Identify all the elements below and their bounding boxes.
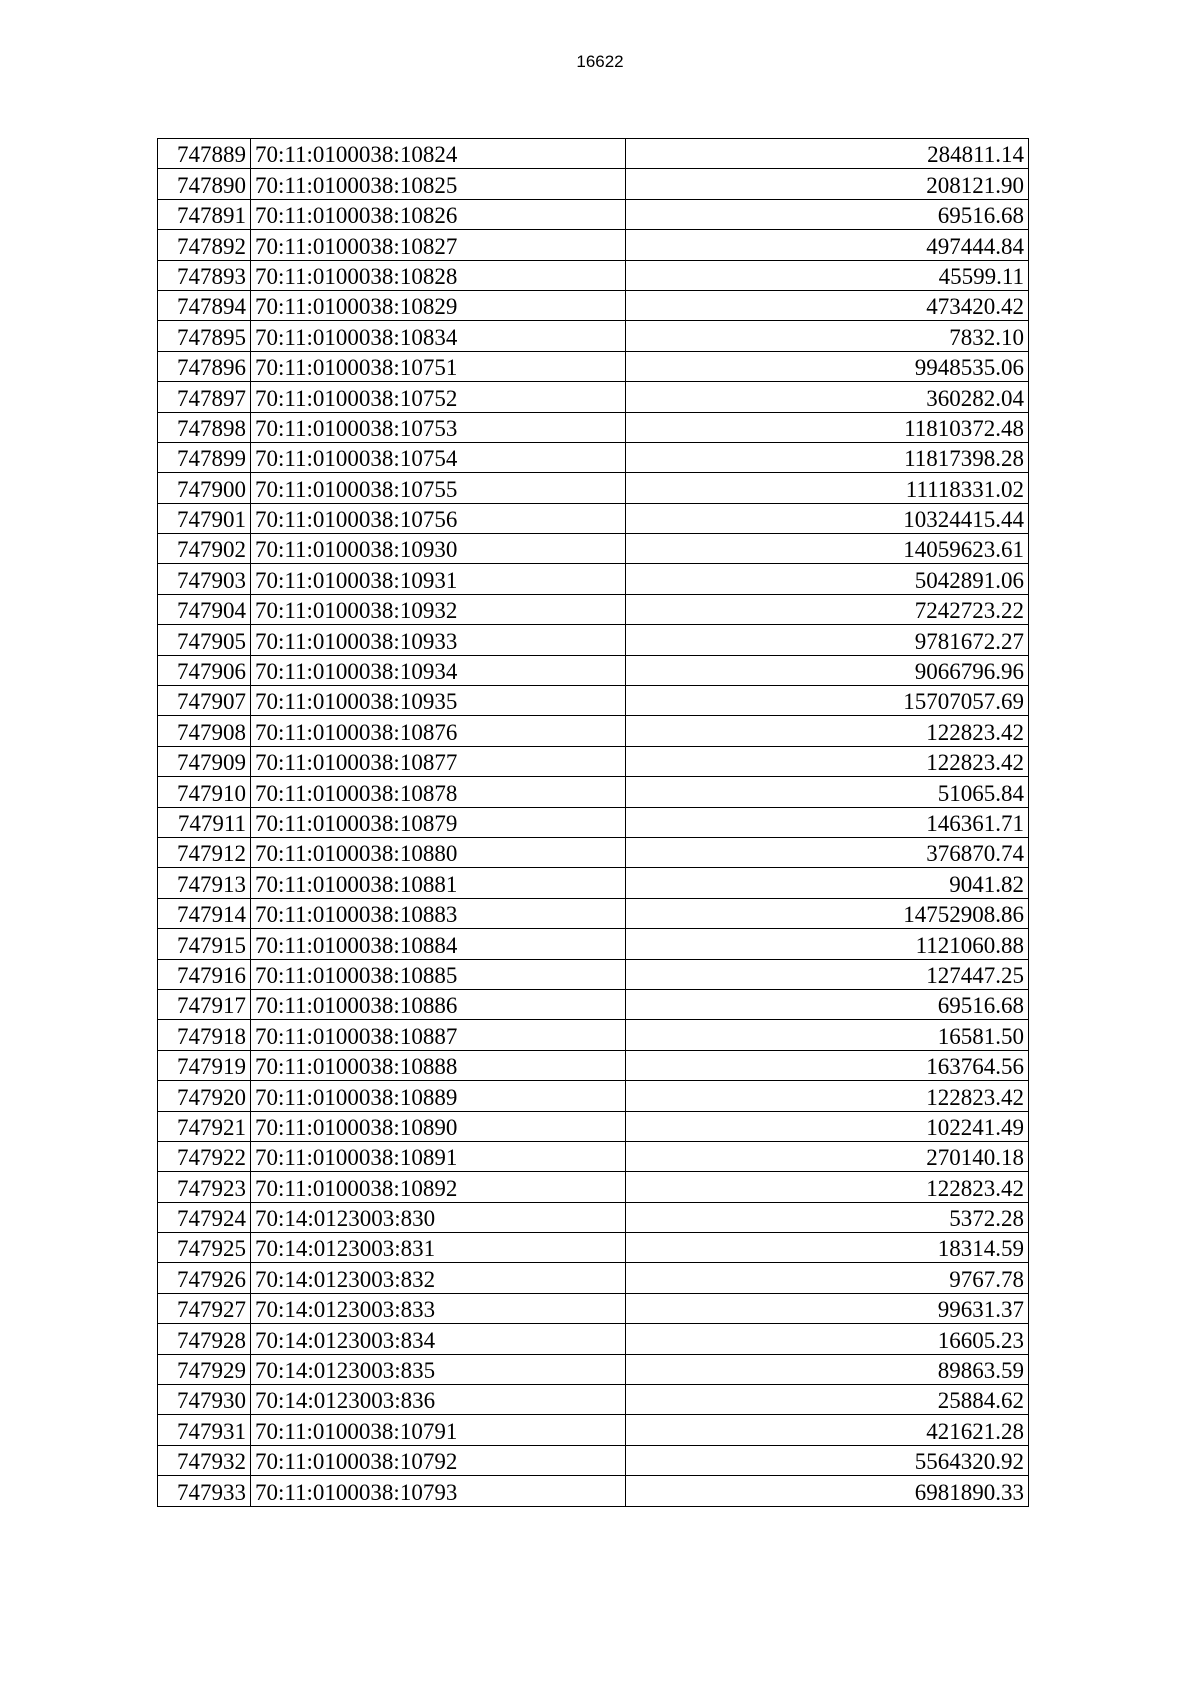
row-number-cell: 747895 xyxy=(158,321,251,351)
table-row xyxy=(158,564,1029,594)
cadastral-number-cell: 70:14:0123003:836 xyxy=(251,1385,626,1415)
row-number-cell: 747914 xyxy=(158,898,251,928)
table-row xyxy=(158,868,1029,898)
cadastral-number-cell: 70:11:0100038:10887 xyxy=(251,1020,626,1050)
row-number-cell: 747925 xyxy=(158,1233,251,1263)
cadastral-number-cell: 70:11:0100038:10825 xyxy=(251,169,626,199)
row-number-cell: 747901 xyxy=(158,503,251,533)
table-row xyxy=(158,989,1029,1019)
row-number-cell: 747912 xyxy=(158,837,251,867)
table-row xyxy=(158,1202,1029,1232)
cadastral-number-cell: 70:11:0100038:10793 xyxy=(251,1476,626,1506)
cadastral-number-cell: 70:11:0100038:10883 xyxy=(251,898,626,928)
table-row xyxy=(158,1141,1029,1171)
row-number-cell: 747927 xyxy=(158,1293,251,1323)
cadastral-number-cell: 70:11:0100038:10828 xyxy=(251,260,626,290)
cadastral-value-cell: 11817398.28 xyxy=(626,442,1029,472)
row-number-cell: 747909 xyxy=(158,746,251,776)
cadastral-number-cell: 70:11:0100038:10884 xyxy=(251,929,626,959)
row-number-cell: 747926 xyxy=(158,1263,251,1293)
table-row xyxy=(158,746,1029,776)
table-row xyxy=(158,1293,1029,1323)
row-number-cell: 747919 xyxy=(158,1050,251,1080)
cadastral-number-cell: 70:14:0123003:830 xyxy=(251,1202,626,1232)
cadastral-number-cell: 70:11:0100038:10931 xyxy=(251,564,626,594)
table-row xyxy=(158,534,1029,564)
cadastral-value-cell: 11118331.02 xyxy=(626,473,1029,503)
table-row xyxy=(158,1324,1029,1354)
row-number-cell: 747924 xyxy=(158,1202,251,1232)
table-row xyxy=(158,199,1029,229)
row-number-cell: 747913 xyxy=(158,868,251,898)
table-row xyxy=(158,1020,1029,1050)
table-row xyxy=(158,1263,1029,1293)
row-number-cell: 747932 xyxy=(158,1445,251,1475)
table-row xyxy=(158,959,1029,989)
cadastral-value-cell: 9781672.27 xyxy=(626,625,1029,655)
cadastral-number-cell: 70:11:0100038:10753 xyxy=(251,412,626,442)
row-number-cell: 747899 xyxy=(158,442,251,472)
table-row xyxy=(158,1354,1029,1384)
cadastral-value-cell: 7242723.22 xyxy=(626,594,1029,624)
table-row xyxy=(158,686,1029,716)
cadastral-value-cell: 6981890.33 xyxy=(626,1476,1029,1506)
row-number-cell: 747906 xyxy=(158,655,251,685)
cadastral-value-cell: 127447.25 xyxy=(626,959,1029,989)
table-row xyxy=(158,1111,1029,1141)
cadastral-number-cell: 70:11:0100038:10751 xyxy=(251,351,626,381)
cadastral-value-cell: 102241.49 xyxy=(626,1111,1029,1141)
table-row xyxy=(158,898,1029,928)
cadastral-value-cell: 122823.42 xyxy=(626,716,1029,746)
cadastral-value-cell: 45599.11 xyxy=(626,260,1029,290)
cadastral-number-cell: 70:11:0100038:10876 xyxy=(251,716,626,746)
cadastral-number-cell: 70:14:0123003:832 xyxy=(251,1263,626,1293)
cadastral-number-cell: 70:14:0123003:835 xyxy=(251,1354,626,1384)
cadastral-value-cell: 25884.62 xyxy=(626,1385,1029,1415)
table-row xyxy=(158,1445,1029,1475)
cadastral-value-cell: 146361.71 xyxy=(626,807,1029,837)
cadastral-value-cell: 376870.74 xyxy=(626,837,1029,867)
cadastral-number-cell: 70:11:0100038:10826 xyxy=(251,199,626,229)
table-row xyxy=(158,1415,1029,1445)
row-number-cell: 747930 xyxy=(158,1385,251,1415)
cadastral-value-cell: 51065.84 xyxy=(626,777,1029,807)
row-number-cell: 747894 xyxy=(158,290,251,320)
table-row xyxy=(158,1081,1029,1111)
cadastral-number-cell: 70:11:0100038:10886 xyxy=(251,989,626,1019)
cadastral-value-cell: 5372.28 xyxy=(626,1202,1029,1232)
table-row xyxy=(158,290,1029,320)
cadastral-value-cell: 89863.59 xyxy=(626,1354,1029,1384)
cadastral-value-cell: 122823.42 xyxy=(626,1172,1029,1202)
cadastral-value-cell: 473420.42 xyxy=(626,290,1029,320)
cadastral-value-cell: 9948535.06 xyxy=(626,351,1029,381)
cadastral-value-cell: 15707057.69 xyxy=(626,686,1029,716)
table-row xyxy=(158,351,1029,381)
cadastral-value-cell: 18314.59 xyxy=(626,1233,1029,1263)
cadastral-number-cell: 70:11:0100038:10934 xyxy=(251,655,626,685)
row-number-cell: 747898 xyxy=(158,412,251,442)
table-row xyxy=(158,139,1029,169)
row-number-cell: 747889 xyxy=(158,139,251,169)
cadastral-value-cell: 14059623.61 xyxy=(626,534,1029,564)
cadastral-number-cell: 70:11:0100038:10792 xyxy=(251,1445,626,1475)
cadastral-number-cell: 70:11:0100038:10888 xyxy=(251,1050,626,1080)
cadastral-number-cell: 70:11:0100038:10878 xyxy=(251,777,626,807)
table-row xyxy=(158,716,1029,746)
table-row xyxy=(158,412,1029,442)
cadastral-value-cell: 284811.14 xyxy=(626,139,1029,169)
cadastral-number-cell: 70:11:0100038:10881 xyxy=(251,868,626,898)
row-number-cell: 747896 xyxy=(158,351,251,381)
row-number-cell: 747893 xyxy=(158,260,251,290)
table-row xyxy=(158,382,1029,412)
table-row xyxy=(158,807,1029,837)
table-row xyxy=(158,777,1029,807)
cadastral-number-cell: 70:14:0123003:833 xyxy=(251,1293,626,1323)
cadastral-value-cell: 270140.18 xyxy=(626,1141,1029,1171)
row-number-cell: 747915 xyxy=(158,929,251,959)
row-number-cell: 747916 xyxy=(158,959,251,989)
cadastral-value-cell: 9767.78 xyxy=(626,1263,1029,1293)
page-number: 16622 xyxy=(576,52,624,71)
row-number-cell: 747908 xyxy=(158,716,251,746)
row-number-cell: 747910 xyxy=(158,777,251,807)
cadastral-number-cell: 70:11:0100038:10935 xyxy=(251,686,626,716)
table-row xyxy=(158,321,1029,351)
table-row xyxy=(158,473,1029,503)
row-number-cell: 747920 xyxy=(158,1081,251,1111)
row-number-cell: 747911 xyxy=(158,807,251,837)
table-row xyxy=(158,837,1029,867)
cadastral-number-cell: 70:11:0100038:10891 xyxy=(251,1141,626,1171)
table-row xyxy=(158,1476,1029,1506)
row-number-cell: 747892 xyxy=(158,230,251,260)
cadastral-number-cell: 70:11:0100038:10754 xyxy=(251,442,626,472)
cadastral-number-cell: 70:11:0100038:10890 xyxy=(251,1111,626,1141)
row-number-cell: 747922 xyxy=(158,1141,251,1171)
table-row xyxy=(158,1172,1029,1202)
row-number-cell: 747897 xyxy=(158,382,251,412)
row-number-cell: 747931 xyxy=(158,1415,251,1445)
cadastral-value-cell: 5042891.06 xyxy=(626,564,1029,594)
cadastral-number-cell: 70:11:0100038:10885 xyxy=(251,959,626,989)
cadastral-value-cell: 163764.56 xyxy=(626,1050,1029,1080)
cadastral-number-cell: 70:11:0100038:10877 xyxy=(251,746,626,776)
row-number-cell: 747921 xyxy=(158,1111,251,1141)
table-row xyxy=(158,929,1029,959)
cadastral-number-cell: 70:11:0100038:10932 xyxy=(251,594,626,624)
cadastral-number-cell: 70:14:0123003:834 xyxy=(251,1324,626,1354)
table-row xyxy=(158,503,1029,533)
cadastral-value-cell: 16581.50 xyxy=(626,1020,1029,1050)
cadastral-value-cell: 14752908.86 xyxy=(626,898,1029,928)
row-number-cell: 747905 xyxy=(158,625,251,655)
cadastral-number-cell: 70:11:0100038:10829 xyxy=(251,290,626,320)
row-number-cell: 747904 xyxy=(158,594,251,624)
cadastral-value-cell: 497444.84 xyxy=(626,230,1029,260)
row-number-cell: 747891 xyxy=(158,199,251,229)
row-number-cell: 747900 xyxy=(158,473,251,503)
cadastral-number-cell: 70:11:0100038:10827 xyxy=(251,230,626,260)
cadastral-number-cell: 70:11:0100038:10930 xyxy=(251,534,626,564)
cadastral-value-cell: 69516.68 xyxy=(626,199,1029,229)
cadastral-number-cell: 70:11:0100038:10791 xyxy=(251,1415,626,1445)
cadastral-value-cell: 122823.42 xyxy=(626,1081,1029,1111)
cadastral-value-cell: 208121.90 xyxy=(626,169,1029,199)
cadastral-number-cell: 70:11:0100038:10892 xyxy=(251,1172,626,1202)
table-row xyxy=(158,655,1029,685)
table-row xyxy=(158,625,1029,655)
row-number-cell: 747929 xyxy=(158,1354,251,1384)
cadastral-value-cell: 99631.37 xyxy=(626,1293,1029,1323)
table-row xyxy=(158,442,1029,472)
cadastral-number-cell: 70:11:0100038:10889 xyxy=(251,1081,626,1111)
row-number-cell: 747902 xyxy=(158,534,251,564)
cadastral-value-cell: 5564320.92 xyxy=(626,1445,1029,1475)
cadastral-value-cell: 421621.28 xyxy=(626,1415,1029,1445)
table-row xyxy=(158,169,1029,199)
cadastral-number-cell: 70:14:0123003:831 xyxy=(251,1233,626,1263)
cadastral-number-cell: 70:11:0100038:10834 xyxy=(251,321,626,351)
cadastral-value-cell: 11810372.48 xyxy=(626,412,1029,442)
row-number-cell: 747917 xyxy=(158,989,251,1019)
row-number-cell: 747918 xyxy=(158,1020,251,1050)
cadastral-number-cell: 70:11:0100038:10880 xyxy=(251,837,626,867)
cadastral-value-cell: 16605.23 xyxy=(626,1324,1029,1354)
cadastral-value-cell: 360282.04 xyxy=(626,382,1029,412)
cadastral-value-cell: 7832.10 xyxy=(626,321,1029,351)
cadastral-number-cell: 70:11:0100038:10752 xyxy=(251,382,626,412)
cadastral-number-cell: 70:11:0100038:10879 xyxy=(251,807,626,837)
row-number-cell: 747933 xyxy=(158,1476,251,1506)
row-number-cell: 747928 xyxy=(158,1324,251,1354)
table-row xyxy=(158,1385,1029,1415)
cadastral-value-cell: 69516.68 xyxy=(626,989,1029,1019)
table-row xyxy=(158,1233,1029,1263)
row-number-cell: 747923 xyxy=(158,1172,251,1202)
cadastral-value-cell: 10324415.44 xyxy=(626,503,1029,533)
cadastral-value-table xyxy=(157,138,1029,1507)
table-row xyxy=(158,230,1029,260)
row-number-cell: 747903 xyxy=(158,564,251,594)
cadastral-value-cell: 122823.42 xyxy=(626,746,1029,776)
table-row xyxy=(158,260,1029,290)
row-number-cell: 747907 xyxy=(158,686,251,716)
cadastral-value-cell: 9066796.96 xyxy=(626,655,1029,685)
table-row xyxy=(158,594,1029,624)
table-body xyxy=(158,139,1029,1507)
cadastral-number-cell: 70:11:0100038:10755 xyxy=(251,473,626,503)
cadastral-number-cell: 70:11:0100038:10933 xyxy=(251,625,626,655)
table-row xyxy=(158,1050,1029,1080)
row-number-cell: 747890 xyxy=(158,169,251,199)
cadastral-value-cell: 9041.82 xyxy=(626,868,1029,898)
cadastral-number-cell: 70:11:0100038:10824 xyxy=(251,139,626,169)
cadastral-value-cell: 1121060.88 xyxy=(626,929,1029,959)
cadastral-number-cell: 70:11:0100038:10756 xyxy=(251,503,626,533)
